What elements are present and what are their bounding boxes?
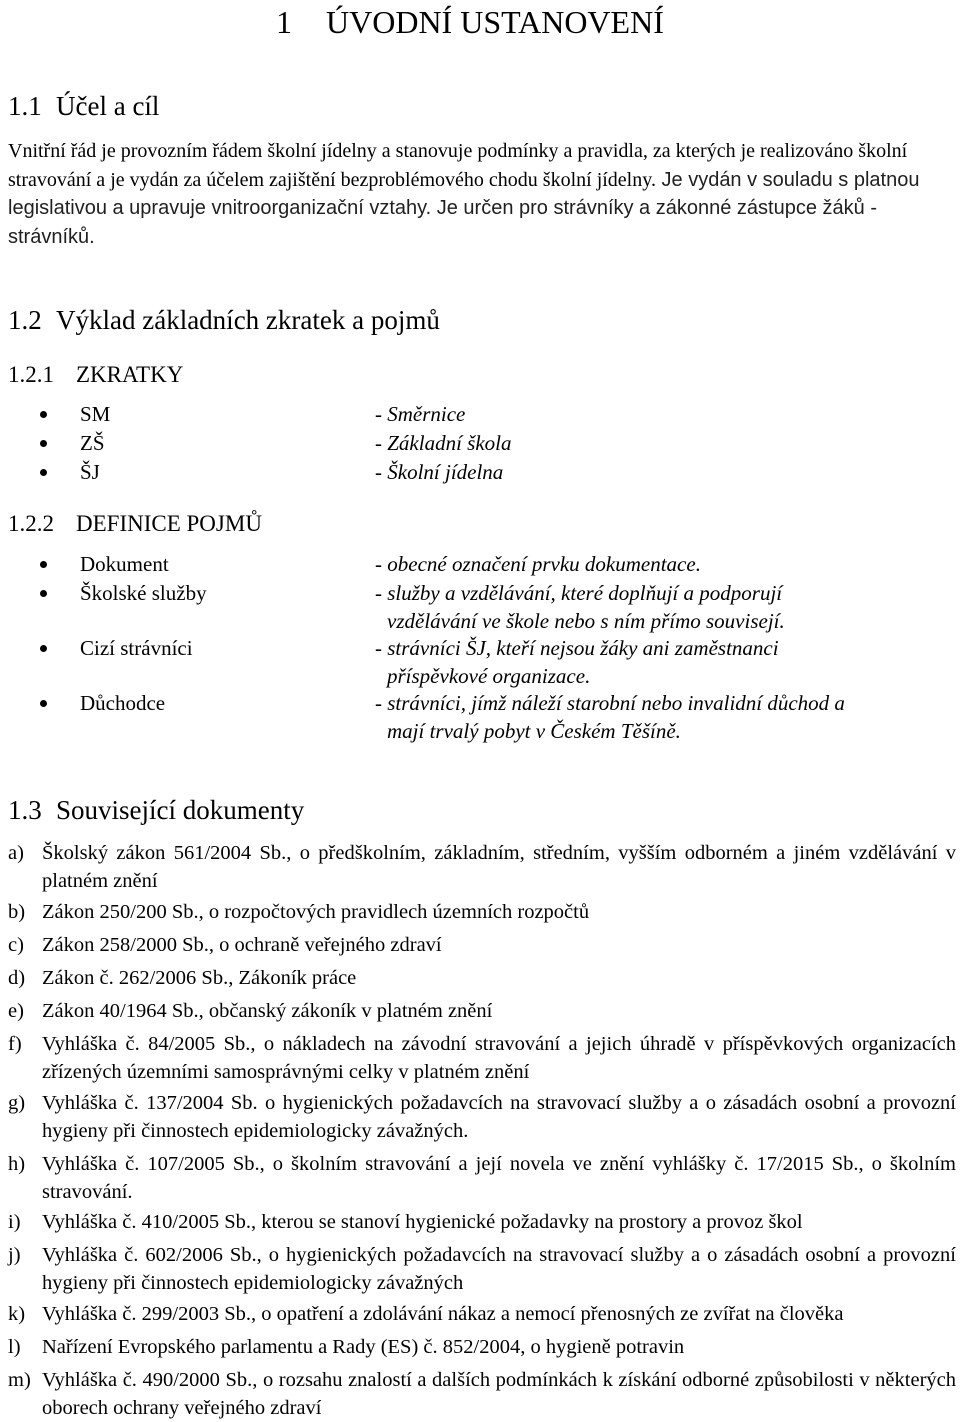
item-text	[42, 931, 956, 959]
intro-paragraph-part2: Je vydán v souladu s platnou legislativou a upravuje vnitroorganizační vztahy. Je určen pro strávníky a zákonné zástupce žáků - strávníků.	[8, 168, 920, 248]
definition-term: Dokument	[80, 552, 169, 576]
document-reference: Zákon 40/1964 Sb.	[42, 1000, 199, 1022]
definition-desc-continuation: mají trvalý pobyt v Českém Těšíně.	[387, 719, 681, 743]
document-reference: Školský zákon 561/2004 Sb.	[42, 842, 287, 864]
section-heading-1-3	[8, 794, 304, 826]
document-reference: Vyhláška č. 137/2004 Sb.	[42, 1092, 258, 1114]
item-text	[42, 1366, 956, 1422]
document-reference: Vyhláška č. 107/2005 Sb.	[42, 1153, 260, 1175]
item-text	[42, 997, 956, 1025]
document-reference: Zákon 250/200 Sb.	[42, 901, 199, 923]
item-letter: k)	[8, 1303, 26, 1325]
bullet-icon	[40, 700, 47, 707]
document-reference: Zákon č. 262/2006 Sb.	[42, 967, 229, 989]
section-number: 1.1	[8, 91, 42, 121]
definition-term: Důchodce	[80, 691, 166, 715]
item-letter: a)	[8, 842, 24, 864]
bullet-icon	[40, 469, 47, 476]
document-description: , o hygienických požadavcích na stravovací služby a o zásadách osobní a provozní hygieny při činnostech epidemiologicky závažných	[42, 1244, 956, 1294]
definition-desc-continuation: vzdělávání ve škole nebo s ním přímo souvisejí.	[387, 609, 785, 633]
abbreviation-term: ZŠ	[80, 431, 105, 455]
document-description: , o rozpočtových pravidlech územních rozpočtů	[198, 901, 590, 923]
item-letter: g)	[8, 1092, 26, 1114]
bullet-icon	[40, 561, 47, 568]
item-letter: c)	[8, 934, 24, 956]
bullet-icon	[40, 645, 47, 652]
section-title: Výklad základních zkratek a pojmů	[56, 305, 440, 335]
section-number: 1.3	[8, 795, 42, 825]
definition-desc-continuation: příspěvkové organizace.	[387, 664, 591, 688]
definition-desc	[375, 550, 701, 578]
definition-term: Školské služby	[80, 581, 207, 605]
definition-desc-line: - obecné označení prvku dokumentace.	[375, 552, 701, 576]
definition-desc-line: - služby a vzdělávání, které doplňují a podporují	[375, 581, 783, 605]
definition-desc-line: - strávníci ŠJ, kteří nejsou žáky ani zaměstnanci	[375, 636, 779, 660]
item-text	[42, 898, 956, 926]
section-heading-1-1	[8, 90, 159, 122]
section-number: 1.2.2	[8, 511, 54, 536]
section-title: DEFINICE POJMŮ	[76, 511, 262, 536]
document-description: , Zákoník práce	[228, 967, 357, 989]
section-heading-1-2-2	[8, 510, 262, 538]
abbreviation-desc: - Základní škola	[375, 431, 512, 455]
document-reference: Vyhláška č. 299/2003 Sb.	[42, 1303, 251, 1325]
definition-term: Cizí strávníci	[80, 636, 193, 660]
document-reference: Vyhláška č. 410/2005 Sb.	[42, 1211, 251, 1233]
section-title: Související dokumenty	[56, 795, 305, 825]
definition-desc	[375, 579, 785, 635]
section-number: 1	[276, 4, 292, 40]
intro-paragraph	[8, 137, 956, 251]
item-letter: d)	[8, 967, 26, 989]
document-description: o hygienických požadavcích na stravovací služby a o zásadách osobní a provozní hygieny při činnostech epidemiologicky závažných.	[42, 1092, 956, 1142]
section-title: ÚVODNÍ USTANOVENÍ	[326, 4, 664, 40]
item-text	[42, 1241, 956, 1297]
document-description: , o školním stravování a její novela ve znění vyhlášky č. 17/2015 Sb., o školním stravování.	[42, 1153, 956, 1203]
definition-desc	[375, 689, 845, 745]
document-description: , kterou se stanoví hygienické požadavky na prostory a provoz škol	[250, 1211, 803, 1233]
document-description: , o opatření a zdolávání nákaz a nemocí přenosných ze zvířat na člověka	[250, 1303, 844, 1325]
section-title: Účel a cíl	[56, 91, 160, 121]
document-reference: Vyhláška č. 490/2000 Sb.	[42, 1369, 253, 1391]
item-text	[42, 1300, 956, 1328]
document-reference: Vyhláška č. 602/2006 Sb.	[42, 1244, 257, 1266]
item-letter: l)	[8, 1336, 21, 1358]
document-description: , o nákladech na závodní stravování a jejich úhradě v příspěvkových organizacích zřízených územními samosprávnými celky v platném znění	[42, 1033, 956, 1083]
intro-paragraph-part1: Vnitřní řád je provozním řádem školní jídelny a stanovuje podmínky a pravidla, za kterých je realizováno školní stravování a je vydán za účelem zajištění bezproblémového chodu školní jídelny.	[8, 140, 908, 191]
item-letter: e)	[8, 1000, 24, 1022]
item-text	[42, 964, 956, 992]
abbreviation-term: SM	[80, 402, 111, 426]
item-text	[42, 1089, 956, 1145]
document-description: , o ochraně veřejného zdraví	[208, 934, 442, 956]
item-text	[42, 1150, 956, 1206]
bullet-icon	[40, 440, 47, 447]
abbreviation-desc: - Školní jídelna	[375, 460, 504, 484]
document-description: , o rozsahu znalostí a dalších podmínkách k získání odborné způsobilosti v některých oborech ochrany veřejného zdraví	[42, 1369, 956, 1419]
section-title: ZKRATKY	[76, 362, 184, 387]
bullet-icon	[40, 411, 47, 418]
item-letter: h)	[8, 1153, 26, 1175]
document-description: , o předškolním, základním, středním, vyšším odborném a jiném vzdělávání v platném znění	[42, 842, 956, 892]
document-reference: Vyhláška č. 84/2005 Sb.	[42, 1033, 251, 1055]
item-text	[42, 839, 956, 895]
document-reference: Nařízení Evropského parlamentu a Rady (ES) č. 852/2004	[42, 1336, 521, 1358]
bullet-icon	[40, 590, 47, 597]
item-letter: f)	[8, 1033, 22, 1055]
item-text	[42, 1333, 956, 1361]
item-letter: b)	[8, 901, 26, 923]
item-text	[42, 1208, 956, 1236]
document-reference: Zákon 258/2000 Sb.	[42, 934, 209, 956]
document-description: , občanský zákoník v platném znění	[198, 1000, 493, 1022]
item-text	[42, 1030, 956, 1086]
definition-desc	[375, 634, 779, 690]
abbreviation-desc: - Směrnice	[375, 402, 466, 426]
definition-desc-line: - strávníci, jímž náleží starobní nebo invalidní důchod a	[375, 691, 845, 715]
item-letter: m)	[8, 1369, 31, 1391]
abbreviation-term: ŠJ	[80, 460, 100, 484]
section-heading-1-2	[8, 304, 440, 336]
section-heading-1-2-1	[8, 361, 183, 389]
item-letter: i)	[8, 1211, 21, 1233]
item-letter: j)	[8, 1244, 21, 1266]
section-number: 1.2	[8, 305, 42, 335]
document-description: , o hygieně potravin	[520, 1336, 685, 1358]
section-heading-1	[276, 2, 664, 42]
section-number: 1.2.1	[8, 362, 54, 387]
